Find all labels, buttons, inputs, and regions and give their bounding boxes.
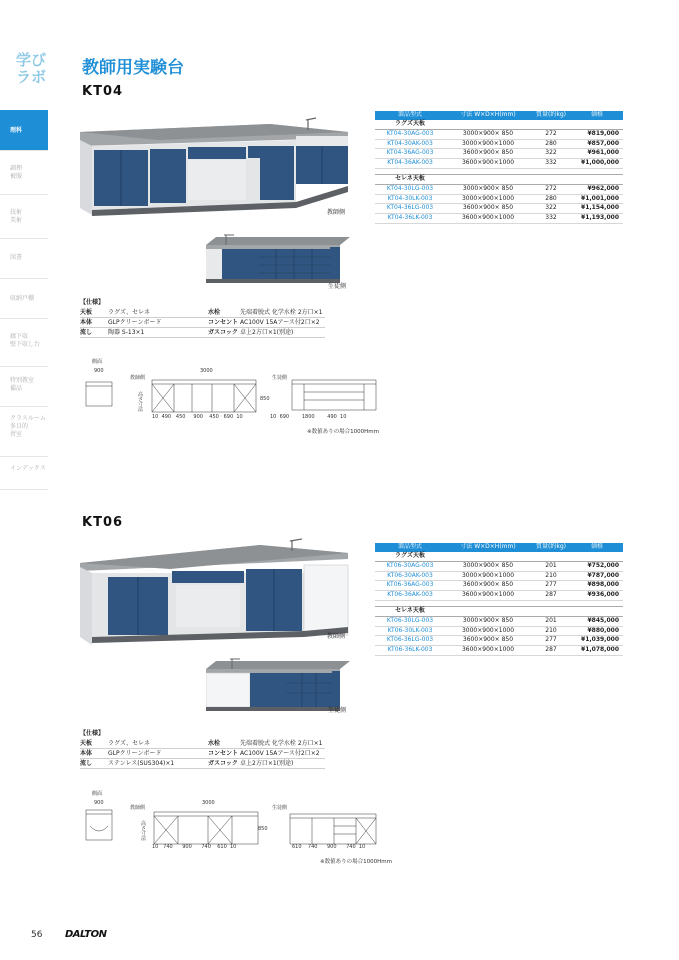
dim: 10: [340, 414, 347, 420]
sidebar-item-label: 調理 被服: [10, 165, 23, 180]
brand-line-1: 学び: [16, 51, 47, 69]
kt06-spec-table: [80, 739, 325, 769]
group-row: [375, 120, 623, 129]
size: 3000×900×1000: [445, 194, 531, 204]
kt04-teacher-label: 教師側: [327, 209, 346, 216]
spec-key: 水栓: [208, 739, 240, 749]
page-number: 56: [31, 930, 43, 940]
header-price: 価格: [571, 543, 623, 552]
dim: 900: [182, 844, 192, 850]
kt06-student-dims: [292, 844, 365, 850]
model-code[interactable]: KT04-36AG-003: [375, 149, 445, 159]
kt06-drawing-student-label: 生徒側: [272, 805, 288, 811]
spec-value: 陶器 S-13×1: [108, 328, 208, 338]
kt06-dim-total: 3000: [202, 800, 215, 806]
spec-value: GLPクリーンボード: [108, 318, 208, 328]
kt04-dim-side: 900: [94, 368, 104, 374]
table-row: [375, 581, 623, 591]
kt06-drawing-side-label: 側面: [92, 791, 103, 797]
mass: 287: [531, 646, 571, 656]
price: ¥1,193,000: [571, 214, 623, 224]
spec-key: ガスコック: [208, 328, 240, 338]
table-row: [375, 616, 623, 626]
kt04-footnote: ※数値ありの場合1000Hmm: [307, 429, 379, 435]
mass: 277: [531, 581, 571, 591]
header-mass: 質量(約kg): [531, 543, 571, 552]
group-name: セレネ天板: [375, 174, 445, 184]
price: ¥845,000: [571, 616, 623, 626]
dim: 610: [292, 844, 302, 850]
mass: 280: [531, 139, 571, 149]
brand-logo: [16, 52, 52, 86]
sidebar-item-science[interactable]: [0, 110, 48, 150]
sidebar-item-label: 技術 美術: [10, 209, 23, 224]
sidebar-item-label: 収納戸棚: [10, 295, 35, 302]
dim: 900: [327, 844, 337, 850]
sidebar-item-storage[interactable]: [0, 278, 48, 318]
dim: 490: [161, 414, 172, 420]
kt06-price-table: [375, 543, 623, 656]
table-row: [375, 184, 623, 194]
dim: 740: [307, 844, 318, 850]
price: ¥819,000: [571, 129, 623, 139]
size: 3600×900×1000: [445, 159, 531, 169]
dim: 740: [201, 844, 211, 850]
spec-row: [80, 318, 325, 328]
mass: 332: [531, 214, 571, 224]
kt04-teacher-side-illustration: [80, 112, 352, 220]
size: 3600×900×1000: [445, 646, 531, 656]
size: 3000×900× 850: [445, 561, 531, 571]
header-model: 製品型式: [375, 543, 445, 552]
dim: 690: [279, 414, 290, 420]
dim: 450: [209, 414, 219, 420]
spec-key: 天板: [80, 739, 108, 749]
size: 3000×900×1000: [445, 626, 531, 636]
kt06-teacher-label: 教師側: [327, 633, 346, 640]
dim: 690: [223, 414, 234, 420]
spec-value: 卓上2方口×1(別途): [240, 759, 324, 769]
size: 3000×900× 850: [445, 129, 531, 139]
size: 3600×900× 850: [445, 636, 531, 646]
size: 3000×900×1000: [445, 571, 531, 581]
price: ¥752,000: [571, 561, 623, 571]
group-row: [375, 606, 623, 616]
dim: 900: [193, 414, 203, 420]
dim: 740: [346, 844, 356, 850]
mass: 210: [531, 626, 571, 636]
spec-key: コンセント: [208, 750, 239, 757]
kt04-student-side-illustration: [206, 233, 350, 283]
kt04-height-label: 高さ寸法: [138, 392, 144, 413]
mass: 210: [531, 571, 571, 581]
spec-row: [80, 749, 325, 759]
kt04-student-label: 生徒側: [328, 283, 347, 290]
size: 3000×900× 850: [445, 616, 531, 626]
size: 3600×900× 850: [445, 149, 531, 159]
sidebar-item-special[interactable]: [0, 366, 48, 406]
spec-key: ガスコック: [208, 759, 240, 769]
model-code[interactable]: KT06-36LK-003: [375, 646, 445, 656]
model-code[interactable]: KT06-30LK-003: [375, 626, 445, 636]
group-name: セレネ天板: [375, 606, 445, 616]
brand-line-2: ラボ: [16, 68, 47, 86]
mass: 277: [531, 636, 571, 646]
sidebar-item-cooking[interactable]: [0, 150, 48, 194]
mass: 201: [531, 616, 571, 626]
sidebar-item-index[interactable]: [0, 456, 48, 490]
kt04-drawing-teacher-label: 教師側: [130, 375, 146, 381]
table-row: [375, 571, 623, 581]
group-row: [375, 174, 623, 184]
table-row: [375, 194, 623, 204]
kt04-drawing-student-label: 生徒側: [272, 375, 288, 381]
mass: 332: [531, 159, 571, 169]
dim: 10: [270, 414, 277, 420]
table-row: [375, 149, 623, 159]
table-row: [375, 636, 623, 646]
price: ¥1,078,000: [571, 646, 623, 656]
sidebar-item-label: インデックス: [10, 465, 46, 472]
dim: 10: [229, 844, 237, 850]
size: 3600×900× 850: [445, 581, 531, 591]
header-size: 寸法 W×D×H(mm): [445, 543, 531, 552]
header-mass: 質量(約kg): [531, 111, 571, 120]
dim: 1800: [301, 414, 315, 420]
model-code[interactable]: KT04-36LK-003: [375, 214, 445, 224]
mass: 322: [531, 204, 571, 214]
price: ¥1,001,000: [571, 194, 623, 204]
kt04-price-table: [375, 111, 623, 224]
group-row: [375, 552, 623, 561]
spec-row: [80, 759, 325, 769]
spec-key: コンセント: [208, 319, 239, 326]
spec-value: AC100V 15Aアース付2口×2: [240, 749, 324, 759]
size: 3600×900×1000: [445, 214, 531, 224]
kt06-height-label: 高さ寸法: [141, 821, 147, 842]
price: ¥787,000: [571, 571, 623, 581]
sidebar-item-library[interactable]: [0, 238, 48, 278]
spec-key: 流し: [80, 328, 108, 338]
model-code[interactable]: KT04-30LK-003: [375, 194, 445, 204]
sidebar-item-classroom[interactable]: [0, 406, 48, 456]
dim: 490: [327, 414, 337, 420]
size: 3000×900×1000: [445, 139, 531, 149]
size: 3600×900×1000: [445, 591, 531, 601]
mass: 322: [531, 149, 571, 159]
table-row: [375, 646, 623, 656]
sidebar-item-label: 理科: [10, 127, 23, 134]
model-title-kt04: KT04: [82, 84, 124, 99]
dim: 610: [217, 844, 227, 850]
kt06-dim-height: 850: [258, 826, 268, 832]
kt06-spec-heading: 【仕様】: [80, 730, 105, 737]
model-code[interactable]: KT04-36LG-003: [375, 204, 445, 214]
price: ¥962,000: [571, 184, 623, 194]
model-code[interactable]: KT06-30AG-003: [375, 561, 445, 571]
sidebar-item-label: 図書: [10, 254, 23, 261]
dalton-logo: DALTON: [65, 929, 107, 940]
model-code[interactable]: KT06-30AK-003: [375, 571, 445, 581]
spec-row: [80, 328, 325, 338]
kt06-drawing-teacher-label: 教師側: [130, 805, 146, 811]
spec-row: [80, 739, 325, 749]
size: 3600×900× 850: [445, 204, 531, 214]
kt06-student-side-illustration: [206, 657, 350, 711]
kt04-spec-heading: 【仕様】: [80, 299, 105, 306]
mass: 280: [531, 194, 571, 204]
spec-value: 卓上2方口×1(別途): [240, 328, 324, 338]
kt06-teacher-side-illustration: [80, 537, 352, 649]
group-name: ラグズ天板: [375, 120, 445, 129]
model-code[interactable]: KT06-36AG-003: [375, 581, 445, 591]
mass: 272: [531, 184, 571, 194]
table-row: [375, 204, 623, 214]
kt04-student-dims: [270, 414, 346, 420]
mass: 201: [531, 561, 571, 571]
price: ¥1,039,000: [571, 636, 623, 646]
spec-key: 流し: [80, 759, 108, 769]
spec-key: 水栓: [208, 308, 240, 318]
spec-value: ラグズ、セレネ: [108, 739, 208, 749]
spec-row: [80, 308, 325, 318]
dim: 10: [236, 414, 243, 420]
spec-value: GLPクリーンボード: [108, 749, 208, 759]
table-row: [375, 159, 623, 169]
kt04-dim-total: 3000: [200, 368, 213, 374]
price-table-header: [375, 111, 623, 120]
price: ¥961,000: [571, 149, 623, 159]
kt06-dim-side: 900: [94, 800, 104, 806]
spec-value: ラグズ、セレネ: [108, 308, 208, 318]
header-model: 製品型式: [375, 111, 445, 120]
kt06-footnote: ※数値ありの場合1000Hmm: [320, 859, 392, 865]
price: ¥1,154,000: [571, 204, 623, 214]
kt06-teacher-dims: [152, 844, 236, 850]
size: 3000×900× 850: [445, 184, 531, 194]
dim: 10: [152, 844, 159, 850]
table-row: [375, 626, 623, 636]
kt04-dim-height: 850: [260, 396, 270, 402]
mass: 272: [531, 129, 571, 139]
table-row: [375, 129, 623, 139]
table-row: [375, 214, 623, 224]
spec-value: ステンレス(SUS304)×1: [108, 759, 208, 769]
price-table-header: [375, 543, 623, 552]
spec-key: 本体: [80, 318, 108, 328]
dim: 10: [358, 844, 366, 850]
model-code[interactable]: KT06-30LG-003: [375, 616, 445, 626]
sidebar-item-technology[interactable]: [0, 194, 48, 238]
header-price: 価格: [571, 111, 623, 120]
model-code[interactable]: KT04-30LG-003: [375, 184, 445, 194]
model-code[interactable]: KT06-36AK-003: [375, 591, 445, 601]
sidebar-item-label: クラスルーム 多目的 習室: [10, 415, 46, 438]
kt06-student-label: 生徒側: [328, 707, 347, 714]
kt04-teacher-dims: [152, 414, 243, 420]
price: ¥898,000: [571, 581, 623, 591]
spec-value: 先端着脱式 化学水栓 2方口×1: [240, 740, 323, 747]
sidebar-item-corridor[interactable]: [0, 318, 48, 366]
dim: 10: [152, 414, 159, 420]
sidebar-item-label: 廊下収 壁下収し台: [10, 333, 41, 348]
table-row: [375, 561, 623, 571]
table-row: [375, 591, 623, 601]
kt04-drawing-side-label: 側面: [92, 359, 103, 365]
model-code[interactable]: KT06-36LG-003: [375, 636, 445, 646]
spec-key: 本体: [80, 749, 108, 759]
dim: 740: [163, 844, 173, 850]
kt04-spec-table: [80, 308, 325, 338]
dim: 450: [175, 414, 186, 420]
price: ¥880,000: [571, 626, 623, 636]
sidebar-item-label: 特別教室 備品: [10, 377, 35, 392]
mass: 287: [531, 591, 571, 601]
model-code[interactable]: KT04-30AG-003: [375, 129, 445, 139]
spec-key: 天板: [80, 308, 108, 318]
price: ¥857,000: [571, 139, 623, 149]
price: ¥1,000,000: [571, 159, 623, 169]
spec-value: 先端着脱式 化学水栓 2方口×1: [240, 309, 323, 316]
model-title-kt06: KT06: [82, 515, 124, 530]
page-title: 教師用実験台: [82, 58, 184, 78]
model-code[interactable]: KT04-36AK-003: [375, 159, 445, 169]
model-code[interactable]: KT04-30AK-003: [375, 139, 445, 149]
price: ¥936,000: [571, 591, 623, 601]
header-size: 寸法 W×D×H(mm): [445, 111, 531, 120]
spec-value: AC100V 15Aアース付2口×2: [240, 318, 324, 328]
table-row: [375, 139, 623, 149]
group-name: ラグズ天板: [375, 552, 445, 561]
